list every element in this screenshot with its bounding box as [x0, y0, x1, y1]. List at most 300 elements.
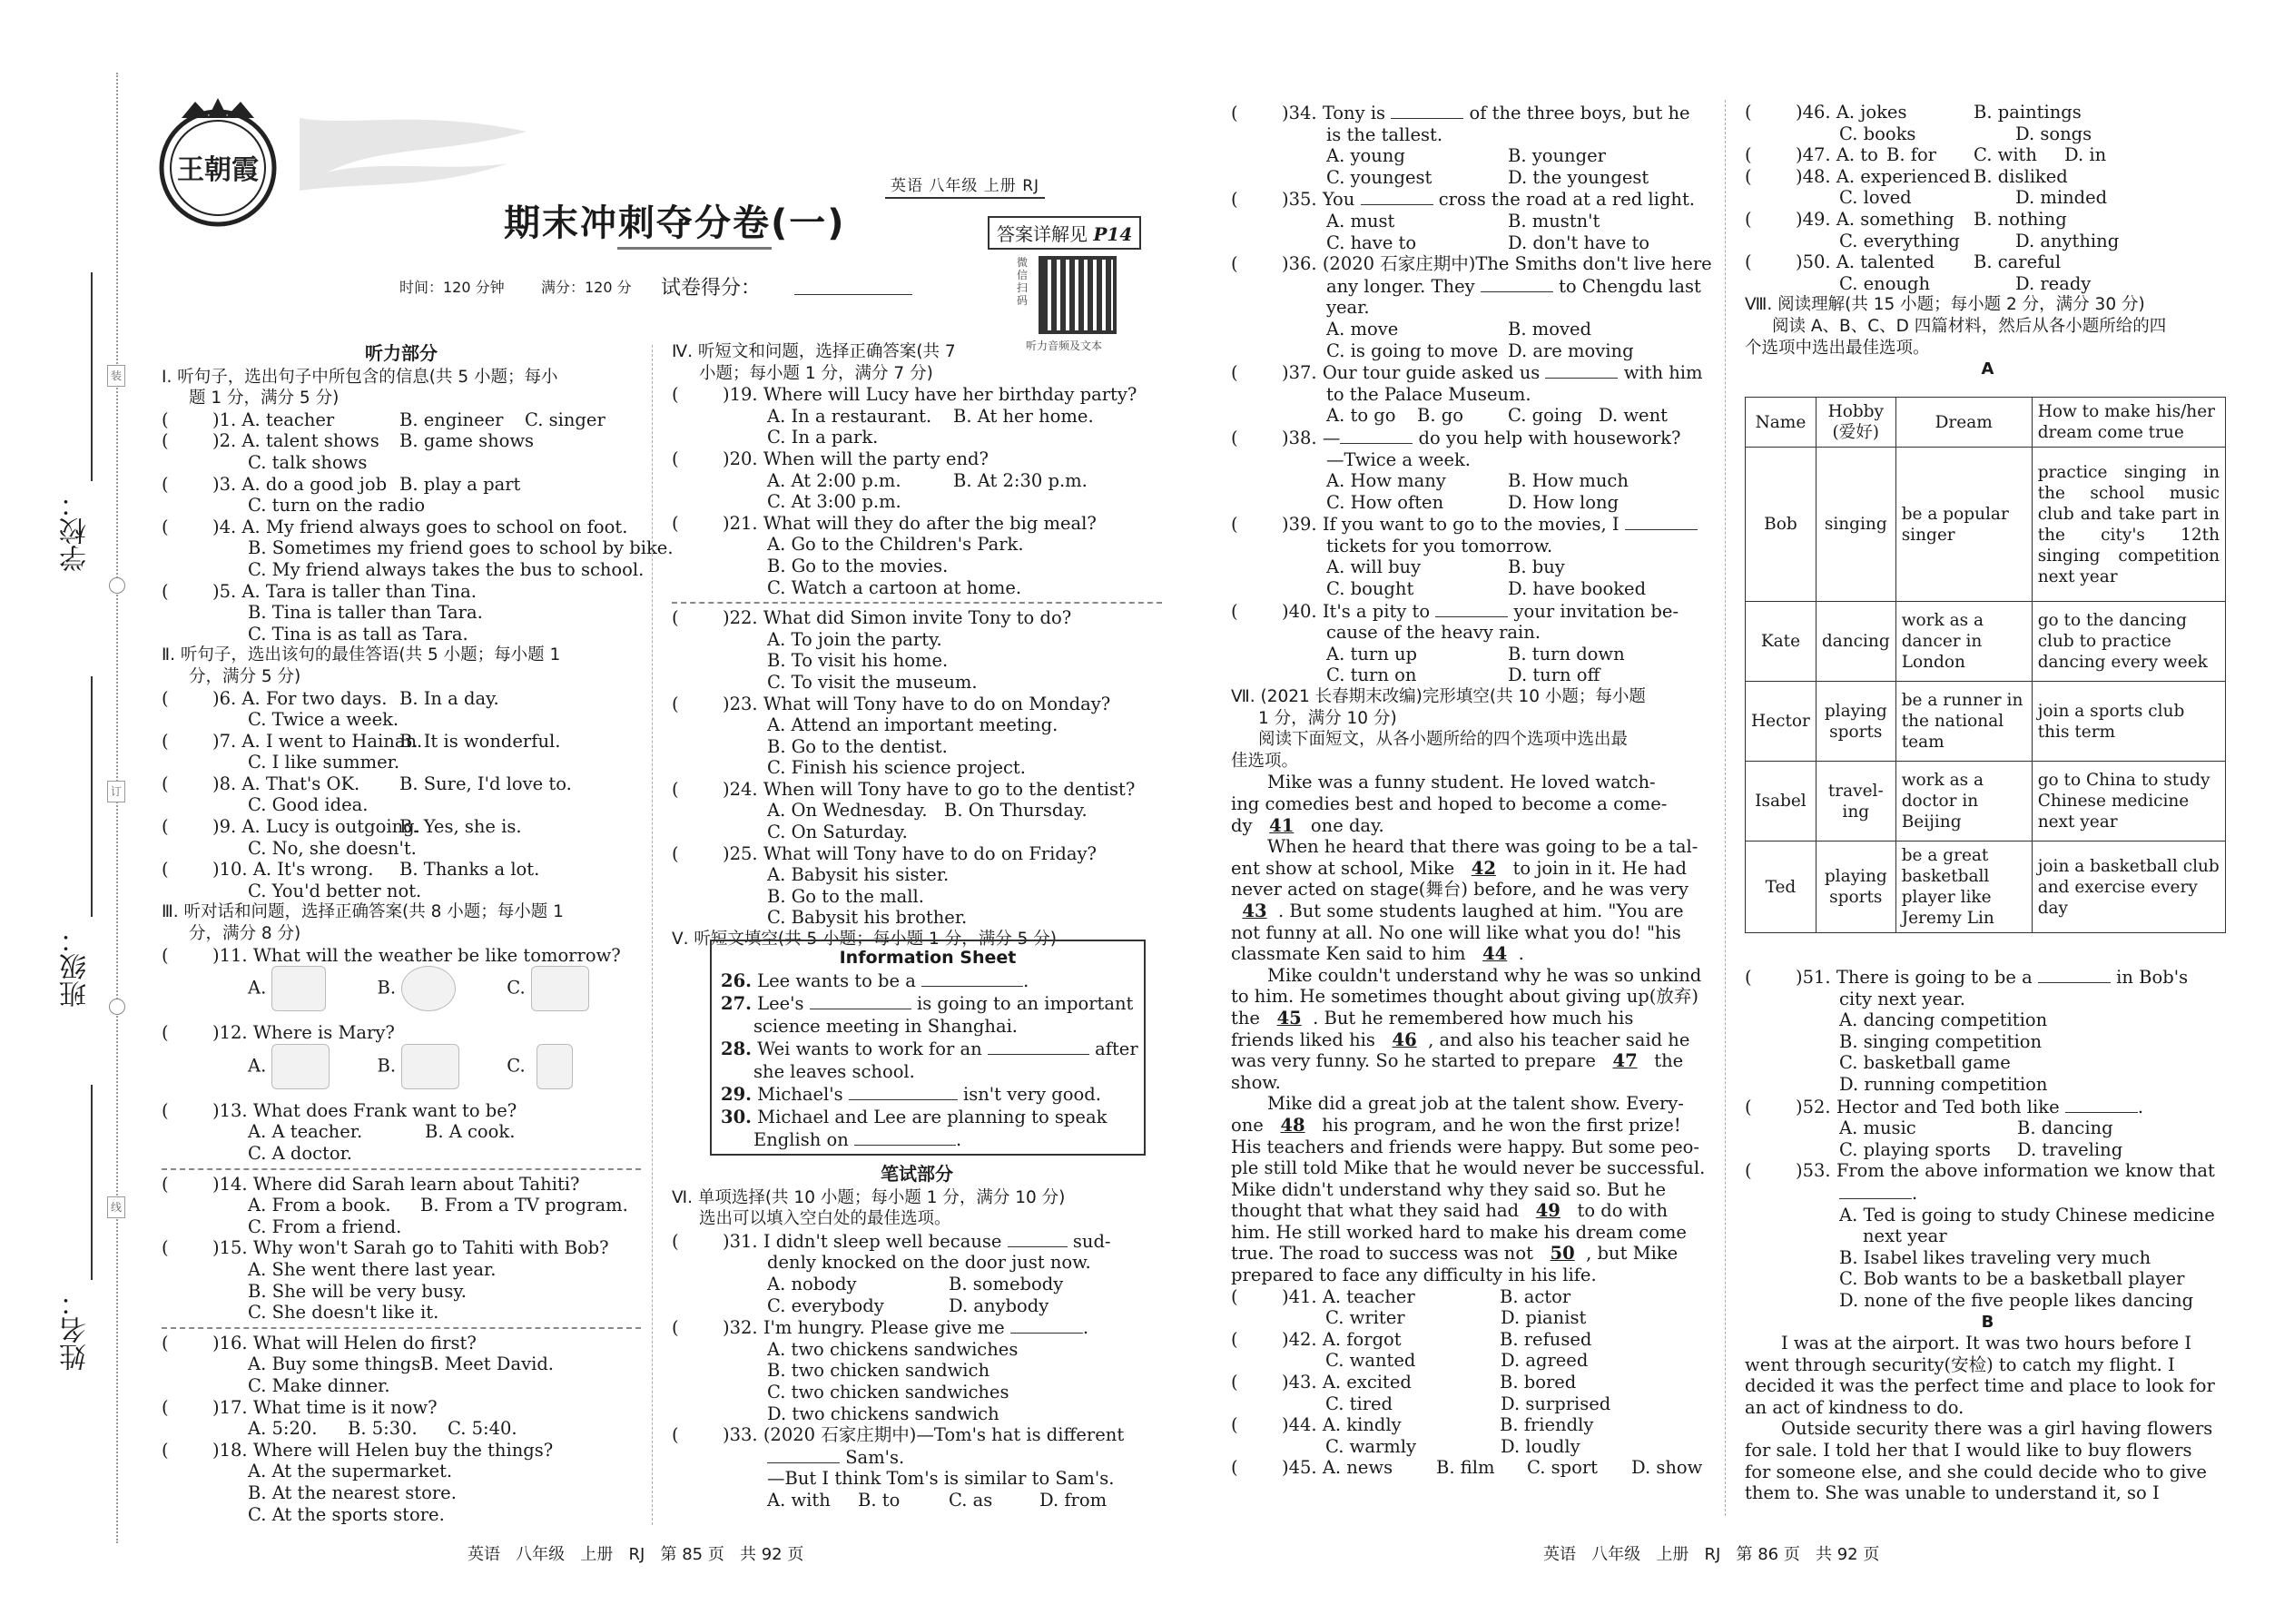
passage-line: dy 41 one day. [1231, 814, 1384, 836]
table-header-row [1746, 398, 2226, 448]
question-7: ( )7. A. I went to Hainan.B. It is wonderful. [162, 730, 561, 752]
question-53-2: . [1745, 1182, 2230, 1205]
question-41: ( )41. A. teacher B. actor [1231, 1285, 1571, 1307]
blank-37[interactable] [1545, 361, 1618, 379]
question-3: ( )3. A. do a good job B. play a part [162, 473, 521, 495]
blank-53[interactable] [1839, 1182, 1912, 1199]
passage-line: not funny at all. No one will like what you do! "his [1231, 921, 1681, 943]
section-4-heading-2: 小题；每小题 1 分，满分 7 分) [699, 363, 933, 383]
question-11: ( )11. What will the weather be like tomorrow? [162, 944, 621, 966]
passage-line: prepared to face any difficulty in his life. [1231, 1265, 1597, 1286]
column-divider-1 [652, 345, 653, 1525]
question-53-a: A. Ted is going to study Chinese medicine [1839, 1204, 2215, 1225]
passage-line: ent show at school, Mike 42 to join in it. He had [1231, 857, 1687, 879]
question-49-cd: C. everything D. anything [1839, 230, 2120, 251]
cloze-blank-43[interactable]: 43 [1242, 900, 1267, 921]
blank-28[interactable] [988, 1038, 1089, 1055]
table-row: Bob singing be a popular singer practice singing in the school music club and take part in the city's 12th singing competition next year [1746, 448, 2226, 602]
question-18: ( )18. Where will Helen buy the things? [162, 1439, 554, 1461]
question-36-ab: A. move B. moved [1326, 318, 1591, 340]
question-19: ( )19. Where will Lucy have her birthday party? [672, 384, 1137, 406]
listening-part-title: 听力部分 [365, 342, 438, 364]
reading-a-table [1745, 397, 2226, 933]
question-32-b: B. two chicken sandwich [767, 1360, 990, 1382]
question-51-b: B. singing competition [1839, 1030, 2043, 1052]
question-42: ( )42. A. forgot B. refused [1231, 1328, 1592, 1350]
question-39-ab: A. will buy B. buy [1326, 556, 1565, 578]
question-48: ( )48. A. experienced B. disliked [1745, 165, 2068, 187]
column-1 [162, 341, 674, 1525]
question-44-cd: C. warmly D. loudly [1325, 1435, 1580, 1457]
option-a: )3. A. do a good job [212, 473, 388, 495]
question-11-pictures: A. B. C. [162, 966, 641, 1022]
question-46-cd: C. books D. songs [1839, 123, 2092, 144]
question-2: ( )2. A. talent shows B. game shows [162, 430, 535, 452]
question-22-a: A. To join the party. [767, 628, 942, 650]
question-20-ab: A. At 2:00 p.m. B. At 2:30 p.m. [767, 469, 1088, 491]
question-53-a-2: next year [1863, 1225, 1947, 1247]
question-20-c: C. At 3:00 p.m. [767, 491, 901, 513]
passage-line: Mike was a funny student. He loved watch- [1267, 772, 1656, 793]
column-2-lower [672, 1162, 1162, 1511]
question-31: ( )31. I didn't sleep well because sud- [672, 1230, 1111, 1252]
blank-38[interactable] [1340, 427, 1413, 444]
question-21-c: C. Watch a cartoon at home. [767, 576, 1022, 598]
table-row: Ted playing sports be a great basketball player like Jeremy Lin join a basketball club and exercise every day [1746, 842, 2226, 933]
question-33-3: —But I think Tom's is similar to Sam's. [767, 1468, 1115, 1490]
question-8: ( )8. A. That's OK. B. Sure, I'd love to. [162, 773, 572, 794]
passage-line: classmate Ken said to him 44 . [1231, 943, 1524, 965]
name-label: 姓名： [60, 1289, 92, 1371]
place-picture-a[interactable] [271, 1044, 330, 1089]
circle-mark-2 [109, 999, 125, 1015]
question-33: ( )33. (2020 石家庄期中)—Tom's hat is different [672, 1424, 1125, 1446]
column-2 [672, 341, 1162, 950]
passage-line: him. He still worked hard to make his dream come [1231, 1221, 1687, 1243]
cloze-passage [1231, 772, 1708, 1285]
footer-right: 英语 八年级 上册 RJ 第 86 页 共 92 页 [1543, 1545, 1880, 1564]
question-35-cd: C. have to D. don't have to [1326, 231, 1650, 253]
question-25-c: C. Babysit his brother. [767, 907, 968, 929]
weather-picture-b[interactable] [401, 966, 456, 1011]
passage-line: 43 . But some students laughed at him. "You are [1231, 901, 1708, 922]
passage-line: the 45 . But he remembered how much his [1231, 1007, 1634, 1029]
section-7-instruction-2: 佳选项。 [1231, 751, 1299, 771]
subject-tag: 英语 八年级 上册 RJ [885, 172, 1045, 199]
info-sheet-title: Information Sheet [839, 948, 1017, 968]
section-7-heading-2: 1 分，满分 10 分) [1258, 708, 1397, 728]
question-34-cd: C. youngest D. the youngest [1326, 166, 1649, 188]
answer-ref [988, 216, 1141, 250]
question-53: ( )53. From the above information we know that [1745, 1160, 2215, 1182]
question-51-2: city next year. [1839, 988, 1965, 1009]
question-15-a: A. She went there last year. [248, 1258, 497, 1280]
qr-code[interactable] [1039, 256, 1117, 334]
passage-line: went through security(安检) to catch my flight. I [1745, 1353, 2175, 1375]
info-item-29: 29. Michael's isn't very good. [721, 1084, 1101, 1105]
question-51-c: C. basketball game [1839, 1052, 2011, 1074]
question-31-ab: A. nobody B. somebody [767, 1273, 1064, 1294]
question-48-cd: C. loved D. minded [1839, 187, 2108, 209]
question-36-3: year. [1326, 297, 1370, 319]
question-21-b: B. Go to the movies. [767, 555, 949, 576]
passage-line: was very funny. So he started to prepare 47 the [1231, 1050, 1684, 1072]
option-b: B. play a part [399, 473, 521, 495]
section-2-heading-2: 分，满分 5 分) [189, 666, 301, 686]
column-divider-2 [1725, 100, 1726, 1516]
table-row: Kate dancing work as a dancer in London go to the dancing club to practice dancing every week [1746, 602, 2226, 682]
class-line[interactable] [91, 676, 93, 917]
question-50-cd: C. enough D. ready [1839, 272, 2092, 294]
question-15-c: C. She doesn't like it. [248, 1302, 439, 1324]
question-37: ( )37. Our tour guide asked us with him [1231, 362, 1703, 384]
section-3-heading: Ⅲ. 听对话和问题，选择正确答案(共 8 小题；每小题 1 [162, 902, 564, 922]
question-43-cd: C. tired D. surprised [1325, 1393, 1611, 1414]
question-10: ( )10. A. It's wrong. B. Thanks a lot. [162, 859, 540, 881]
option-a: )5. A. Tara is taller than Tina. [212, 580, 477, 602]
question-5-c: C. Tina is as tall as Tara. [248, 623, 468, 645]
cloze-blank-49[interactable]: 49 [1535, 1200, 1561, 1222]
question-13-ab: A. A teacher. B. A cook. [248, 1121, 516, 1143]
brand-logo [145, 91, 527, 236]
info-item-27: 27. Lee's is going to an important [721, 993, 1134, 1014]
question-40-ab: A. turn up B. turn down [1326, 643, 1625, 664]
option-a: )1. A. teacher [212, 408, 335, 430]
svg-text:王朝霞: 王朝霞 [177, 154, 259, 186]
info-item-27-2: science meeting in Shanghai. [753, 1016, 1019, 1037]
question-40: ( )40. It's a pity to your invitation be- [1231, 600, 1679, 622]
blank-30[interactable] [854, 1128, 956, 1146]
section-6-heading: Ⅵ. 单项选择(共 10 小题；每小题 1 分，满分 10 分) [672, 1187, 1066, 1207]
section-6-heading-2: 选出可以填入空白处的最佳选项。 [699, 1209, 951, 1229]
question-45: ( )45. A. news B. film C. sport D. show [1231, 1457, 1703, 1479]
question-2-c: C. talk shows [248, 451, 368, 473]
passage-line: His teachers and friends were happy. But some peo- [1231, 1136, 1699, 1157]
header-cell: How to make his/her dream come true [2032, 398, 2225, 448]
question-41-cd: C. writer D. pianist [1325, 1307, 1587, 1329]
question-34: ( )34. Tony is of the three boys, but he [1231, 103, 1690, 123]
question-19-c: C. In a park. [767, 427, 879, 448]
question-37-2: to the Palace Museum. [1326, 383, 1531, 405]
blank-32[interactable] [1010, 1316, 1083, 1334]
passage-line: Mike did a great job at the talent show. Every- [1267, 1093, 1684, 1115]
header-cell: Hobby (爱好) [1816, 398, 1895, 448]
question-17-opts: A. 5:20. B. 5:30. C. 5:40. [248, 1418, 517, 1440]
question-17: ( )17. What time is it now? [162, 1396, 438, 1418]
question-39-2: tickets for you tomorrow. [1326, 535, 1553, 556]
question-21: ( )21. What will they do after the big meal? [672, 512, 1097, 534]
passage-line: Outside security there was a girl having flowers [1781, 1418, 2213, 1440]
divider [162, 1168, 641, 1170]
blank-35[interactable] [1361, 188, 1433, 205]
header-cell: Dream [1895, 398, 2032, 448]
question-32-d: D. two chickens sandwich [767, 1403, 999, 1424]
question-39: ( )39. If you want to go to the movies, I [1231, 513, 1708, 536]
passage-line: friends liked his 46 , and also his teacher said he [1231, 1029, 1690, 1050]
passage-line: ple still told Mike that he would never be successful. [1231, 1157, 1706, 1179]
tick-xian: 线 [107, 1196, 125, 1218]
question-37-opts: A. to go B. go C. going D. went [1326, 405, 1668, 427]
question-4-c: C. My friend always takes the bus to school. [248, 558, 645, 580]
info-item-28: 28. Wei wants to work for an after [721, 1038, 1138, 1059]
passage-line: show. [1231, 1071, 1281, 1093]
footer-left: 英语 八年级 上册 RJ 第 85 页 共 92 页 [468, 1545, 804, 1564]
blank-36[interactable] [1481, 275, 1553, 292]
cloze-blank-46[interactable]: 46 [1392, 1029, 1417, 1050]
question-31-cd: C. everybody D. anybody [767, 1294, 1049, 1316]
blank-40[interactable] [1435, 600, 1508, 617]
question-16-c: C. Make dinner. [248, 1374, 390, 1396]
question-13: ( )13. What does Frank want to be? [162, 1099, 517, 1121]
option-c: C. singer [525, 408, 605, 430]
passage-line: thought that what they said had 49 to do with [1231, 1200, 1669, 1222]
question-35-ab: A. must B. mustn't [1326, 210, 1600, 231]
question-53-b: B. Isabel likes traveling very much [1839, 1246, 2151, 1268]
divider [672, 602, 1162, 604]
question-13-c: C. A doctor. [248, 1143, 353, 1164]
passage-line: Mike didn't understand why they said so. But he [1231, 1178, 1667, 1200]
question-40-2: cause of the heavy rain. [1326, 622, 1541, 644]
question-16: ( )16. What will Helen do first? [162, 1332, 477, 1353]
section-1-heading: Ⅰ. 听句子，选出句子中所包含的信息(共 5 小题；每小 [162, 367, 558, 387]
column-3 [1231, 102, 1712, 1479]
question-34-ab: A. young B. younger [1326, 145, 1606, 167]
question-12-pictures: A. B. C. [162, 1044, 641, 1100]
question-53-d: D. none of the five people likes dancing [1839, 1289, 2194, 1311]
question-40-cd: C. turn on D. turn off [1326, 664, 1600, 686]
section-2-heading: Ⅱ. 听句子，选出该句的最佳答语(共 5 小题；每小题 1 [162, 645, 561, 665]
question-1: ( )1. A. teacher B. engineer C. singer [162, 408, 605, 430]
blank-29[interactable] [849, 1083, 958, 1100]
writing-part-title: 笔试部分 [881, 1163, 953, 1185]
question-5: ( )5. A. Tara is taller than Tina. [162, 580, 477, 602]
tick-zhuang: 装 [107, 365, 125, 387]
blank-39[interactable] [1625, 513, 1698, 530]
cloze-blank-50[interactable]: 50 [1550, 1243, 1575, 1265]
question-38: ( )38. — do you help with housework? [1231, 427, 1681, 448]
question-16-ab: A. Buy some things.B. Meet David. [248, 1353, 555, 1375]
question-10-c: C. You'd better not. [248, 880, 422, 901]
question-39-cd: C. bought D. have booked [1326, 578, 1647, 600]
passage-line: Mike couldn't understand why he was so unkind [1267, 964, 1702, 986]
question-14-ab: A. From a book. B. From a TV program. [248, 1195, 628, 1216]
question-42-cd: C. wanted D. agreed [1325, 1350, 1589, 1372]
question-15-b: B. She will be very busy. [248, 1280, 467, 1302]
question-50: ( )50. A. talented B. careful [1745, 251, 2062, 273]
question-24-c: C. On Saturday. [767, 822, 908, 843]
question-43: ( )43. A. excited B. bored [1231, 1372, 1577, 1393]
score-field[interactable] [794, 294, 912, 295]
question-9-c: C. No, she doesn't. [248, 837, 417, 859]
question-9: ( )9. A. Lucy is outgoing.B. Yes, she is. [162, 816, 522, 838]
passage-line: true. The road to success was not 50 , but Mike [1231, 1243, 1679, 1265]
header-cell: Name [1746, 398, 1816, 448]
question-32-c: C. two chicken sandwiches [767, 1381, 1009, 1403]
page-title: 期末冲刺夺分卷(一) [504, 202, 846, 244]
passage-line: one 48 his program, and he won the first prize! [1231, 1114, 1681, 1136]
binding-margin [0, 0, 123, 1624]
blank-26[interactable] [921, 969, 1023, 987]
question-34-2: is the tallest. [1326, 123, 1443, 145]
passage-line: for someone else, and she could decide who to give [1745, 1461, 2207, 1482]
question-25: ( )25. What will Tony have to do on Friday? [672, 842, 1097, 864]
question-25-b: B. Go to the mall. [767, 885, 924, 907]
option-b: B. game shows [399, 430, 535, 452]
question-51: ( )51. There is going to be a in Bob's [1745, 967, 2189, 988]
column-4-lower [1745, 966, 2230, 1504]
place-picture-c[interactable] [537, 1044, 573, 1089]
qr-caption: 听力音频及文本 [1026, 340, 1103, 352]
question-3-c: C. turn on the radio [248, 495, 426, 517]
question-33-opts: A. with B. to C. as D. from [767, 1489, 1108, 1511]
tick-ding: 订 [107, 781, 125, 802]
binding-dotted-line [116, 73, 118, 1543]
question-21-a: A. Go to the Children's Park. [767, 534, 1024, 556]
class-label: 班级： [60, 926, 92, 1008]
passage-line: decided it was the perfect time and place to look for [1745, 1375, 2215, 1397]
info-item-26: 26. Lee wants to be a . [721, 970, 1029, 991]
section-5-heading: Ⅴ. 听短文填空(共 5 小题；每小题 1 分，满分 5 分) [672, 930, 1057, 950]
section-8-heading: Ⅷ. 阅读理解(共 15 小题；每小题 2 分，满分 30 分) [1745, 295, 2145, 315]
question-38-cd: C. How often D. How long [1326, 491, 1619, 513]
option-b: B. engineer [399, 408, 504, 430]
info-item-30-2: English on . [753, 1129, 962, 1150]
question-35: ( )35. You cross the road at a red light. [1231, 189, 1695, 211]
passage-line: never acted on stage(舞台) before, and he was very [1231, 879, 1689, 901]
question-24-ab: A. On Wednesday. B. On Thursday. [767, 800, 1088, 822]
table-row: Isabel travel-ing work as a doctor in Beijing go to China to study Chinese medicine next year [1746, 762, 2226, 842]
question-14: ( )14. Where did Sarah learn about Tahiti? [162, 1173, 580, 1195]
question-52: ( )52. Hector and Ted both like . [1745, 1096, 2144, 1117]
passage-line: to him. He sometimes thought about giving up(放弃) [1231, 986, 1698, 1008]
question-32: ( )32. I'm hungry. Please give me . [672, 1317, 1089, 1339]
blank-52[interactable] [2065, 1096, 2138, 1113]
question-36-2: any longer. They to Chengdu last [1326, 275, 1701, 297]
cloze-blank-48[interactable]: 48 [1280, 1114, 1305, 1136]
question-44: ( )44. A. kindly B. friendly [1231, 1414, 1594, 1436]
question-24: ( )24. When will Tony have to go to the dentist? [672, 778, 1136, 800]
blank-34[interactable] [1391, 102, 1463, 119]
blank-27[interactable] [810, 992, 911, 1009]
question-25-a: A. Babysit his sister. [767, 864, 950, 886]
question-46: ( )46. A. jokes B. paintings [1745, 102, 2082, 123]
question-23-a: A. Attend an important meeting. [767, 714, 1058, 736]
question-38-2: —Twice a week. [1326, 448, 1472, 470]
school-line[interactable] [91, 272, 93, 481]
question-33-2: Sam's. [672, 1446, 1162, 1469]
passage-a-label: A [1981, 359, 1994, 379]
weather-picture-c[interactable] [531, 966, 589, 1011]
question-49: ( )49. A. something B. nothing [1745, 208, 2067, 230]
question-15: ( )15. Why won't Sarah go to Tahiti with Bob? [162, 1237, 609, 1259]
section-4-heading: Ⅳ. 听短文和问题，选择正确答案(共 7 [672, 342, 956, 361]
question-7-c: C. I like summer. [248, 752, 400, 773]
question-22: ( )22. What did Simon invite Tony to do? [672, 607, 1072, 629]
question-23-c: C. Finish his science project. [767, 757, 1026, 779]
question-23-b: B. Go to the dentist. [767, 735, 948, 757]
question-4-b: B. Sometimes my friend goes to school by bike. [248, 537, 674, 559]
full-score-info: 满分：120 分 [541, 279, 632, 296]
answer-ref-page[interactable]: P14 [1093, 223, 1133, 245]
question-51-a: A. dancing competition [1839, 1009, 2048, 1031]
blank-31[interactable] [1008, 1230, 1068, 1247]
question-20: ( )20. When will the party end? [672, 448, 989, 469]
passage-line: I was at the airport. It was two hours before I [1781, 1333, 2192, 1354]
cloze-blank-42[interactable]: 42 [1471, 857, 1496, 879]
question-51-d: D. running competition [1839, 1073, 2048, 1095]
section-7-heading: Ⅶ. (2021 长春期末改编)完形填空(共 10 小题；每小题 [1231, 687, 1646, 707]
question-53-c: C. Bob wants to be a basketball player [1839, 1268, 2185, 1290]
cloze-blank-41[interactable]: 41 [1269, 814, 1295, 836]
question-18-a: A. At the supermarket. [248, 1461, 453, 1482]
question-18-b: B. At the nearest store. [248, 1481, 457, 1503]
question-38-ab: A. How many B. How much [1326, 470, 1629, 492]
question-12: ( )12. Where is Mary? [162, 1022, 395, 1044]
question-47: ( )47. A. to B. for C. with D. in [1745, 144, 2107, 166]
circle-mark-1 [109, 577, 125, 594]
section-3-heading-2: 分，满分 8 分) [189, 924, 301, 944]
question-36: ( )36. (2020 石家庄期中)The Smiths don't live here [1231, 253, 1712, 275]
passage-line: for sale. I told her that I would like to buy flowers [1745, 1440, 2192, 1462]
passage-line: When he heard that there was going to be a tal- [1267, 836, 1698, 858]
passage-line: them to. She was unable to understand it, so I [1745, 1482, 2160, 1504]
place-picture-b[interactable] [401, 1044, 459, 1089]
time-info: 时间：120 分钟 [399, 279, 505, 296]
question-23: ( )23. What will Tony have to do on Monday? [672, 693, 1111, 714]
passage-line: ing comedies best and hoped to become a come- [1231, 793, 1668, 814]
passage-b-label: B [1981, 1312, 1994, 1332]
question-32-a: A. two chickens sandwiches [767, 1338, 1019, 1360]
answer-ref-label: 答案详解见 [997, 223, 1088, 245]
cloze-blank-45[interactable]: 45 [1276, 1007, 1302, 1029]
info-item-28-2: she leaves school. [753, 1061, 915, 1082]
question-52-cd: C. playing sports D. traveling [1839, 1138, 2123, 1160]
weather-picture-a[interactable] [271, 966, 326, 1011]
passage-line: an act of kindness to do. [1745, 1396, 1964, 1418]
information-sheet [710, 940, 1146, 1156]
blank-51[interactable] [2038, 966, 2111, 983]
title-underline [617, 247, 772, 250]
divider [162, 1327, 641, 1329]
option-a: )4. A. My friend always goes to school on foot. [212, 516, 628, 537]
section-8-instruction: 阅读 A、B、C、D 四篇材料，然后从各小题所给的四 [1772, 316, 2167, 336]
table-row: Hector playing sports be a runner in the national team join a sports club this term [1746, 682, 2226, 762]
question-18-c: C. At the sports store. [248, 1503, 445, 1525]
info-item-30: 30. Michael and Lee are planning to speak [721, 1107, 1108, 1127]
blank-33[interactable] [767, 1446, 840, 1463]
cloze-blank-44[interactable]: 44 [1482, 943, 1508, 965]
cloze-blank-47[interactable]: 47 [1612, 1050, 1638, 1072]
question-22-c: C. To visit the museum. [767, 671, 978, 693]
qr-note: 微信扫码 [1017, 256, 1029, 307]
question-4: ( )4. A. My friend always goes to school on foot. [162, 516, 628, 537]
question-31-2: denly knocked on the door just now. [767, 1252, 1091, 1274]
question-6: ( )6. A. For two days. B. In a day. [162, 687, 499, 709]
question-14-c: C. From a friend. [248, 1216, 402, 1237]
question-5-b: B. Tina is taller than Tara. [248, 602, 483, 624]
question-52-ab: A. music B. dancing [1839, 1117, 2113, 1139]
name-line[interactable] [91, 1085, 93, 1280]
question-8-c: C. Good idea. [248, 794, 369, 816]
column-4 [1745, 102, 2230, 380]
question-36-cd: C. is going to move D. are moving [1326, 340, 1634, 361]
section-7-instruction: 阅读下面短文，从各小题所给的四个选项中选出最 [1258, 730, 1629, 750]
option-a: )2. A. talent shows [212, 430, 379, 452]
question-22-b: B. To visit his home. [767, 650, 949, 672]
question-6-c: C. Twice a week. [248, 709, 399, 731]
question-19-ab: A. In a restaurant. B. At her home. [767, 405, 1094, 427]
score-label: 试卷得分： [661, 277, 762, 300]
